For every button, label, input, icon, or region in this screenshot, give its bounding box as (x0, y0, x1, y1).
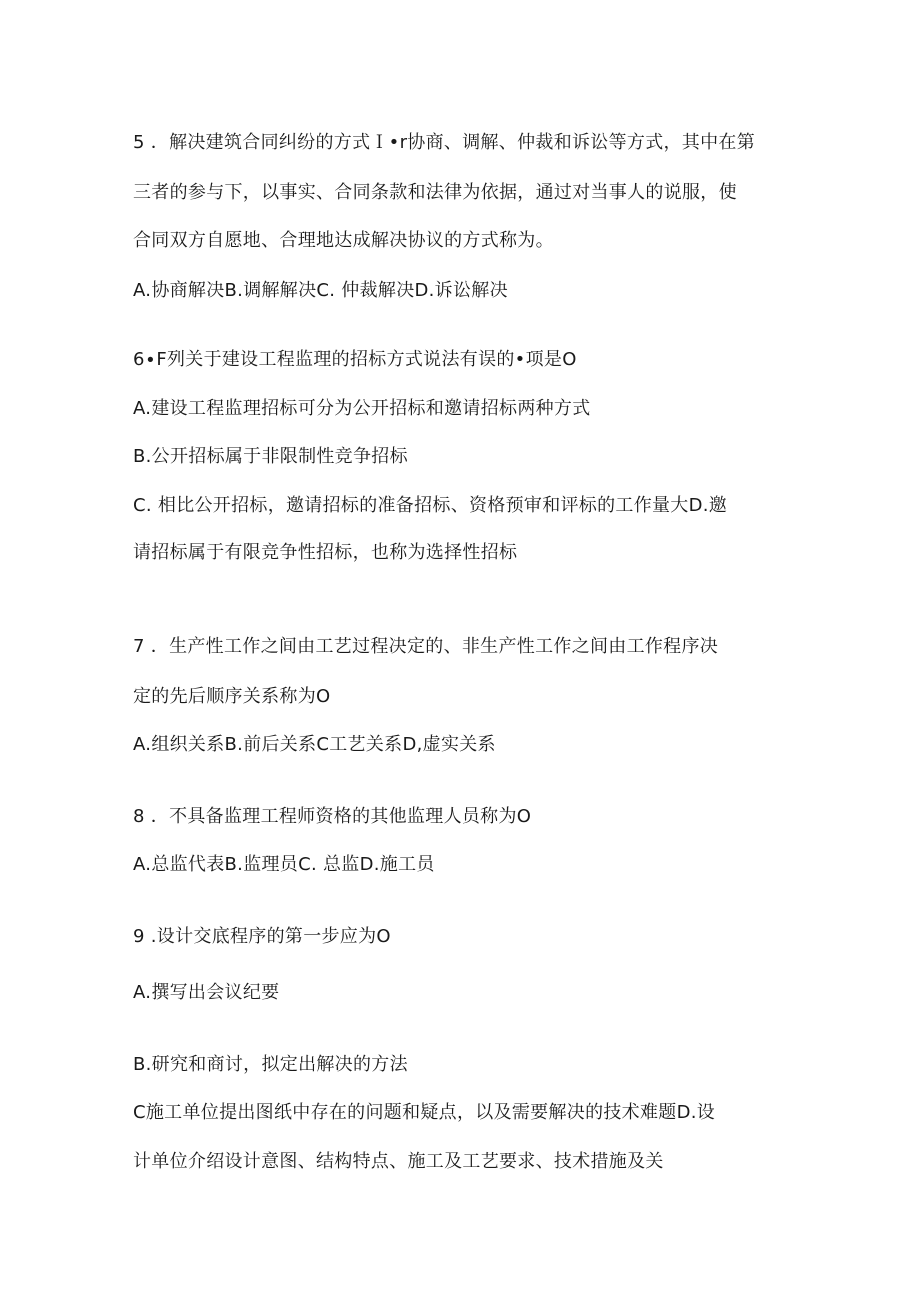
question-9-stem: 9 .设计交底程序的第一步应为O (133, 926, 391, 947)
question-6-option-d-cont: 请招标属于有限竞争性招标，也称为选择性招标 (133, 542, 518, 563)
question-9-option-c-d: C施工单位提出图纸中存在的问题和疑点，以及需要解决的技术难题D.设 (133, 1102, 716, 1123)
question-6-option-b: B.公开招标属于非限制性竞争招标 (133, 446, 408, 467)
question-9-option-d-cont: 计单位介绍设计意图、结构特点、施工及工艺要求、技术措施及关 (133, 1151, 664, 1172)
question-5-options: A.协商解决B.调解解决C. 仲裁解决D.诉讼解决 (133, 280, 508, 301)
question-5-line-3: 合同双方自愿地、合理地达成解决协议的方式称为。 (133, 230, 554, 251)
question-6-stem: 6∙F列关于建设工程监理的招标方式说法有误的•项是O (133, 349, 577, 370)
question-9-option-b: B.研究和商讨，拟定出解决的方法 (133, 1054, 408, 1075)
question-9-option-a: A.撰写出会议纪要 (133, 982, 280, 1003)
question-6-option-c-d: C. 相比公开招标，邀请招标的准备招标、资格预审和评标的工作量大D.邀 (133, 495, 728, 516)
question-5-line-2: 三者的参与下，以事实、合同条款和法律为依据，通过对当事人的说服，使 (133, 182, 737, 203)
question-7-options: A.组织关系B.前后关系C工艺关系D,虚实关系 (133, 734, 496, 755)
question-7-line-2: 定的先后顺序关系称为O (133, 686, 331, 707)
question-7-line-1: 7 ．生产性工作之间由工艺过程决定的、非生产性工作之间由工作程序决 (133, 636, 719, 657)
question-8-stem: 8 ．不具备监理工程师资格的其他监理人员称为O (133, 806, 532, 827)
question-8-options: A.总监代表B.监理员C. 总监D.施工员 (133, 854, 435, 875)
question-5-line-1: 5 ．解决建筑合同纠纷的方式Ｉ•r协商、调解、仲裁和诉讼等方式，其中在第 (133, 132, 755, 153)
question-6-option-a: A.建设工程监理招标可分为公开招标和邀请招标两种方式 (133, 398, 591, 419)
